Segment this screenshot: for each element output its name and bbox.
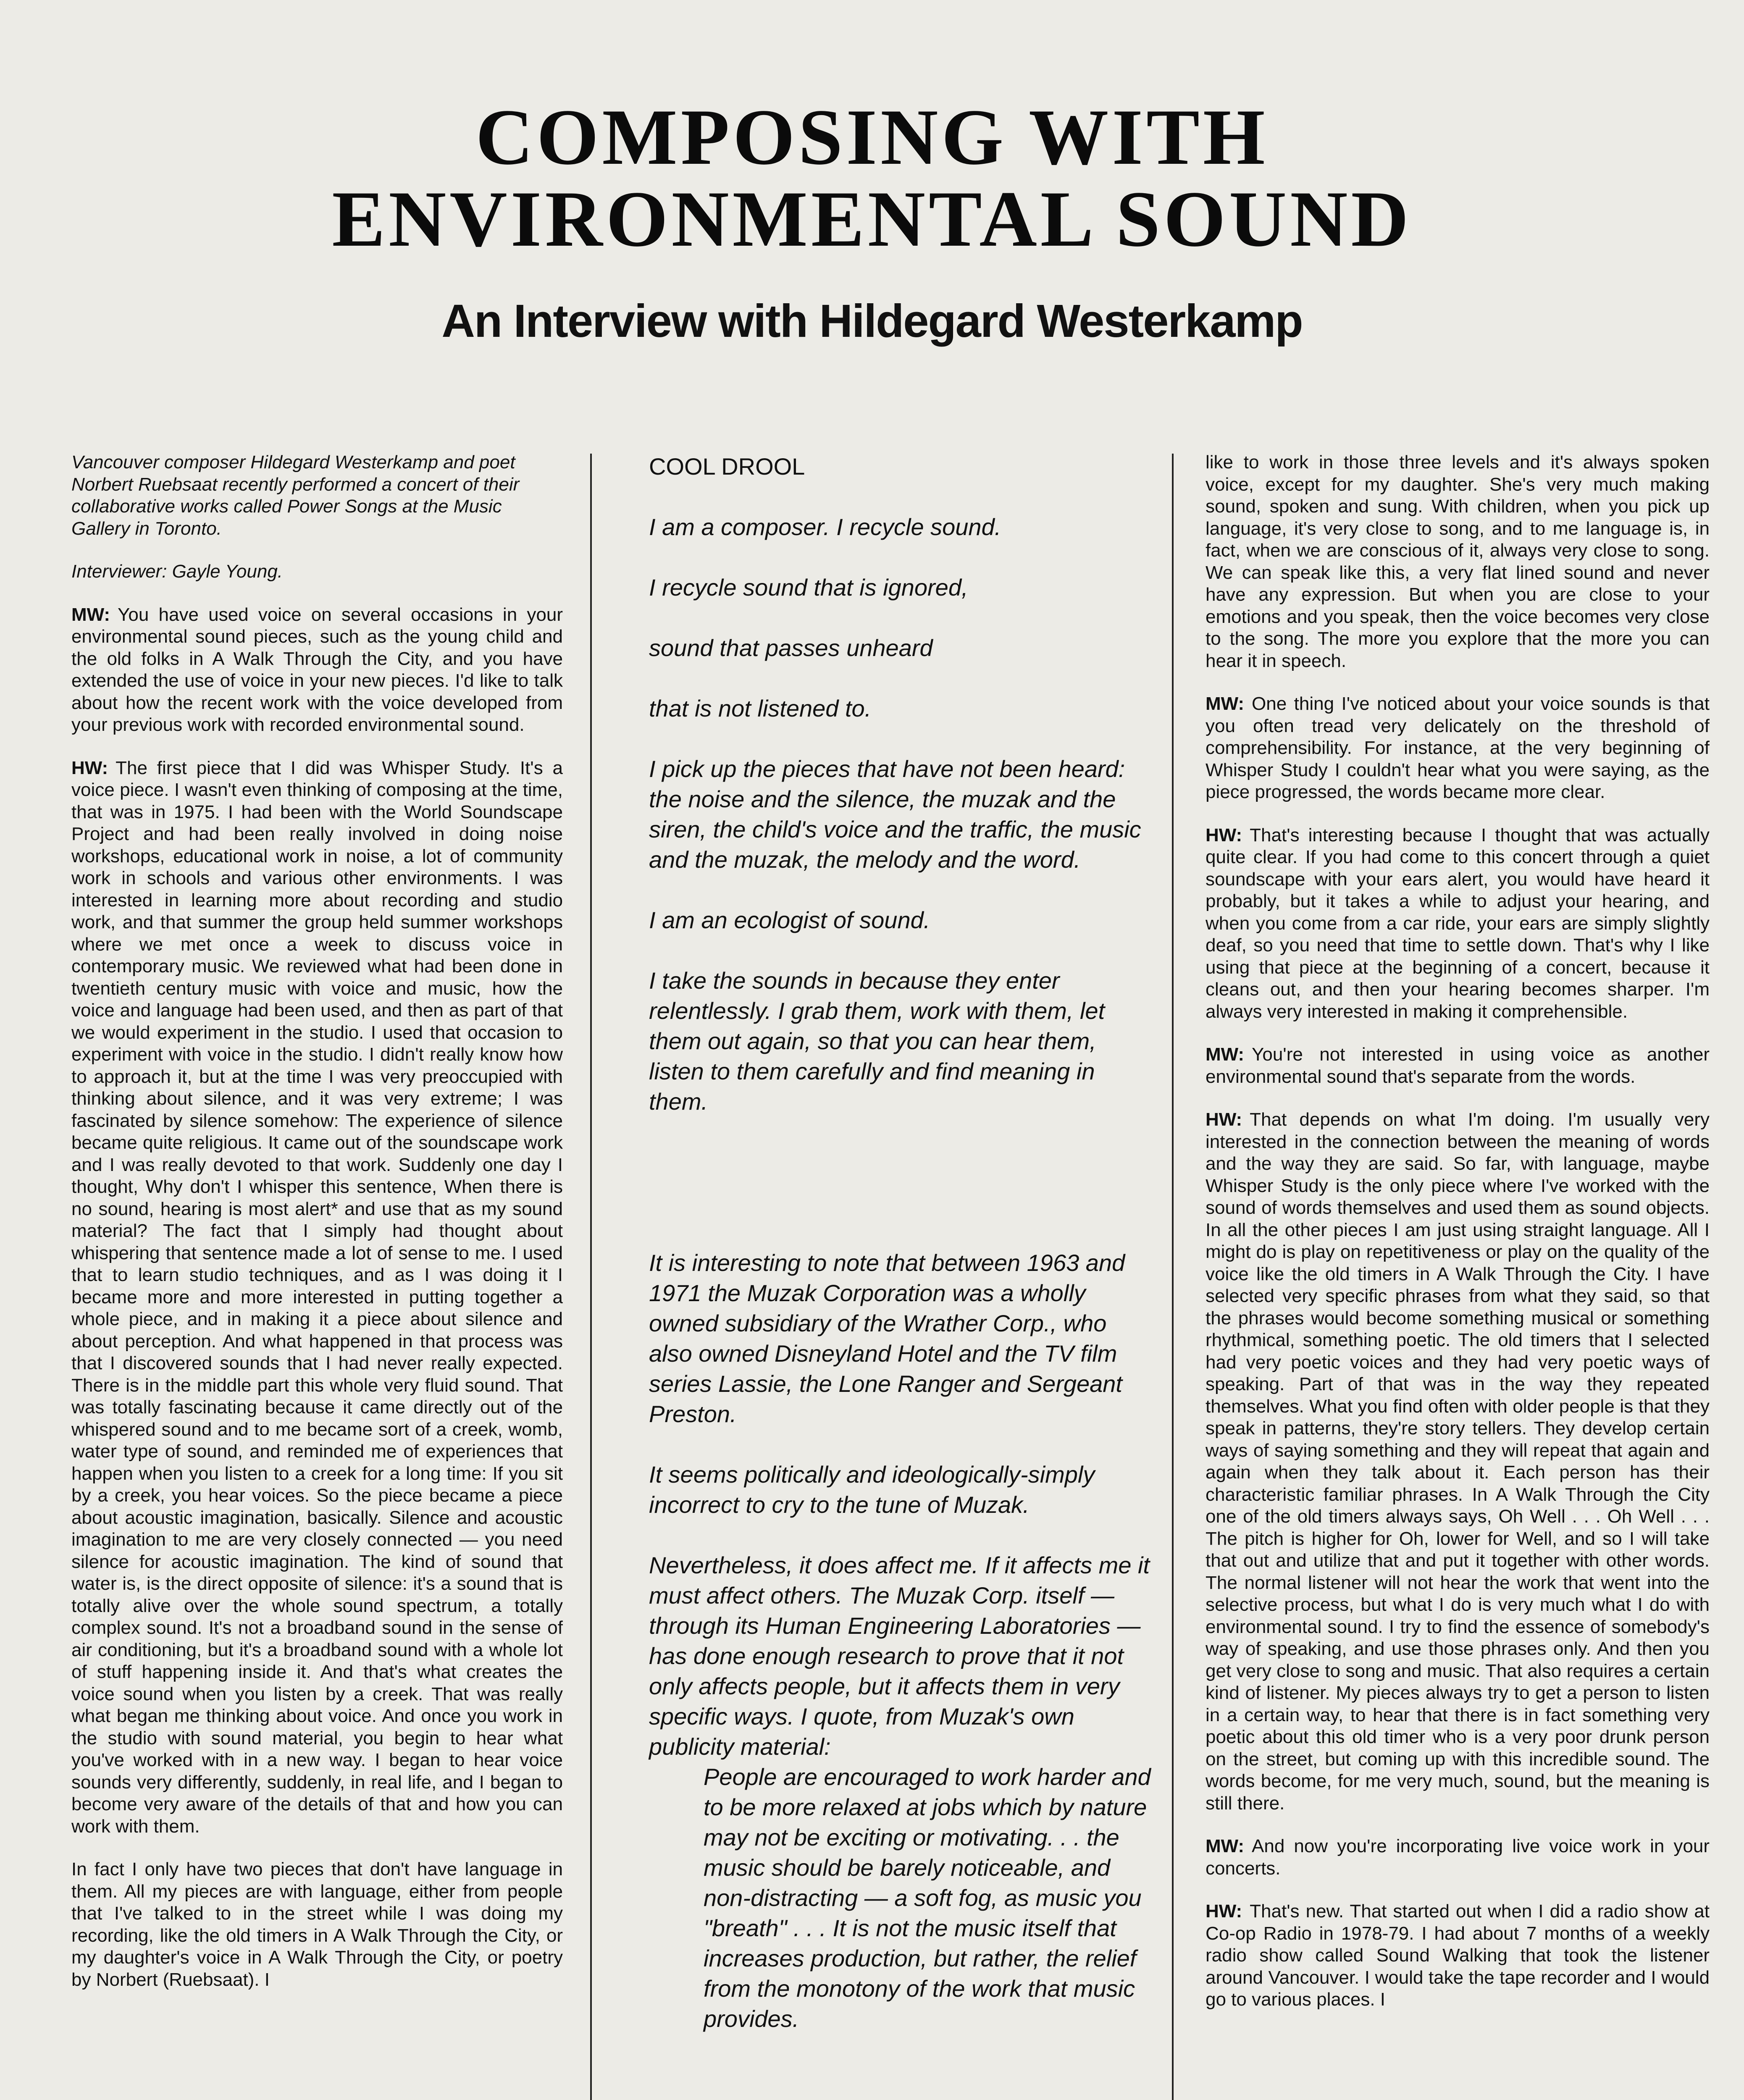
speaker-label: HW:	[1206, 824, 1242, 845]
answer-1-continued: In fact I only have two pieces that don't have language in them. All my pieces are with language, either from people that I've talked to in the street while I was doing my recording, like the old timers in A Walk Through the City, or my daughter's voice in A Walk Through the City, or poetry by Norbert (Ruebsaat). I	[71, 1859, 563, 1990]
subtitle: An Interview with Hildegard Westerkamp	[441, 295, 1303, 347]
answer-4: HW: That's new. That started out when I did a radio show at Co-op Radio in 1978-79. I had about 7 months of a weekly radio show called Sound Walking that took the listener around Vancouver. I would take the tape recorder and I would go to various places. I	[1206, 1901, 1710, 2010]
poem-line: It seems politically and ideologically-simply incorrect to cry to the tune of Muzak.	[649, 1461, 1095, 1518]
question-2: MW: One thing I've noticed about your voice sounds is that you often tread very delicately on the threshold of comprehensibility. For instance, at the very beginning of Whisper Study I couldn't hear what you were saying, as the piece progressed, the words became more clear.	[1206, 693, 1710, 802]
answer-continued: like to work in those three levels and it's always spoken voice, except for my daughter. She's very much making sound, spoken and sung. With children, when you pick up language, it's very close to song, and to me language is, in fact, when we are conscious of it, always very close to song. We can speak like this, a very flat lined sound and never have any expression. But when you are close to your emotions and you speak, then the voice becomes very close to the song. The more you explore that the more you can hear it in speech.	[1206, 452, 1710, 671]
intro	[71, 452, 563, 583]
column-divider	[1172, 454, 1174, 2100]
interviewer-credit: Interviewer: Gayle Young.	[71, 561, 283, 582]
poem-line: I recycle sound that is ignored,	[649, 574, 968, 601]
poem-line: sound that passes unheard	[649, 635, 933, 661]
column-2-poem	[649, 452, 1153, 2034]
speaker-label: MW:	[71, 604, 110, 625]
question-3: MW: You're not interested in using voice as another environmental sound that's separate from the words.	[1206, 1044, 1710, 1087]
answer-1: HW: The first piece that I did was Whisper Study. It's a voice piece. I wasn't even thinking of composing at the time, that was in 1975. I had been with the World Soundscape Project and had been really involved in doing noise workshops, educational work in noise, a lot of community work in schools and various other environments. I was interested in learning more about recording and studio work, and that summer the group held summer workshops where we met once a week to discuss voice in contemporary music. We reviewed what had been done in twentieth century music with voice and music, how the voice and language had been used, and then as part of that we would experiment in the studio. I used that occasion to experiment with voice in the studio. I didn't really know how to approach it, but at the time I was very preoccupied with thinking about silence, and it was very extreme; I was fascinated by silence somehow: The experience of silence became quite religious. It came out of the soundscape work and I was really devoted to that work. Suddenly one day I thought, Why don't I whisper this sentence, When there is no sound, hearing is most alert* and use that as my sound material? The fact that I simply had thought about whispering that sentence made a lot of sense to me. I used that to learn studio techniques, and as I was doing it I became more and more interested in putting together a whole piece, and in making it a piece about silence and about perception. And what happened in that process was that I discovered sounds that I had never really expected. There is in the middle part this whole very fluid sound. That was totally fascinating because it came directly out of the whispered sound and to me became sort of a creek, womb, water type of sound, and reminded me of experiences that happen when you listen to a creek for a long time: If you sit by a creek, you hear voices. So the piece became a piece about acoustic imagination, basically. Silence and acoustic imagination to me are very closely connected — you need silence for acoustic imagination. The kind of sound that water is, is the direct opposite of silence: it's a sound that is totally alive over the whole sound spectrum, a totally complex sound. It's not a broadband sound in the sense of air conditioning, but it's a broadband sound with a whole lot of stuff happening inside it. And that's what creates the voice sound when you listen by a creek. That was really what began me thinking about voice. And once you work in the studio with sound material, you begin to hear what you've worked with in a new way. I began to hear voice sounds very differently, suddenly, in real life, and I began to become very aware of the details of that and how you can work with them.	[71, 757, 563, 1837]
intro-text: Vancouver composer Hildegard Westerkamp and poet Norbert Ruebsaat recently performed a concert of their collaborative works called Power Songs at the Music Gallery in Toronto.	[71, 452, 520, 539]
answer-2: HW: That's interesting because I thought that was actually quite clear. If you had come to this concert through a quiet soundscape with your ears alert, you would have heard it probably, but it takes a while to adjust your hearing, and when you come from a car ride, your ears are simply slightly deaf, so you need that time to settle down. That's why I like using that piece at the beginning of a concert, because it cleans out, and then your hearing becomes sharper. I'm always very interested in making it comprehensible.	[1206, 824, 1710, 1022]
speaker-label: MW:	[1206, 693, 1245, 714]
poem-line: I am a composer. I recycle sound.	[649, 514, 1001, 540]
column-divider	[590, 454, 592, 2100]
title-line-1: COMPOSING WITH	[475, 93, 1269, 181]
poem-line: It is interesting to note that between 1963 and 1971 the Muzak Corporation was a wholly owned subsidiary of the Wrather Corp., who also owned Disneyland Hotel and the TV film series Lassie, the Lone Ranger and Sergeant Preston.	[649, 1250, 1125, 1427]
speaker-label: HW:	[1206, 1901, 1242, 1922]
speaker-label: HW:	[1206, 1109, 1242, 1130]
question-1: MW: You have used voice on several occasions in your environmental sound pieces, such as the young child and the old folks in A Walk Through the City, and you have extended the use of voice in your new pieces. I'd like to talk about how the recent work with the voice developed from your previous work with recorded environmental sound.	[71, 604, 563, 735]
column-1	[71, 452, 563, 2012]
question-4: MW: And now you're incorporating live voice work in your concerts.	[1206, 1836, 1710, 1879]
poem-line: that is not listened to.	[649, 695, 872, 722]
speaker-label: HW:	[71, 757, 108, 778]
poem-line: Nevertheless, it does affect me. If it affects me it must affect others. The Muzak Corp. itself — through its Human Engineering Laboratories — has done enough research to prove that it not only affects people, but it affects them in very specific ways. I quote, from Muzak's own publicity material:	[649, 1552, 1150, 1760]
column-3	[1206, 452, 1710, 2032]
poem-title: COOL DROOL	[649, 453, 805, 480]
poem-line: I am an ecologist of sound.	[649, 907, 930, 933]
speaker-label: MW:	[1206, 1044, 1245, 1065]
poem-line: I take the sounds in because they enter relentlessly. I grab them, work with them, let them out again, so that you can hear them, listen to them carefully and find meaning in them.	[649, 967, 1105, 1115]
poem-line: I pick up the pieces that have not been heard: the noise and the silence, the muzak and the siren, the child's voice and the traffic, the music and the muzak, the melody and the word.	[649, 756, 1141, 873]
answer-3: HW: That depends on what I'm doing. I'm usually very interested in the connection between the meaning of words and the way they are said. So far, with language, maybe Whisper Study is the only piece where I've worked with the sound of words themselves and used them as sound objects. In all the other pieces I am just using straight language. All I might do is play on repetitiveness or play on the quality of the voice like the old timers in A Walk Through the City. I have selected very specific phrases from what they said, so that the phrases would become something musical or something rhythmical, something poetic. The old timers that I selected had very poetic voices and they had very poetic ways of speaking. Part of that was in the way they repeated themselves. What you find often with older people is that they speak in patterns, they're story tellers. They develop certain ways of saying something and they will repeat that again and again when they talk about it. Each person has their characteristic familiar phrases. In A Walk Through the City one of the old timers always says, Oh Well . . . Oh Well . . . The pitch is higher for Oh, lower for Well, and so I will take that out and utilize that and put it together with other words. The normal listener will not hear the work that went into the selective process, but what I do is very much what I do with environmental sound. I try to find the essence of somebody's way of speaking, and use those phrases only. And then you get very close to song and music. That also requires a certain kind of listener. My pieces always try to get a person to listen in a certain way, to hear that there is in fact something very poetic about this old timer who is a very poor drunk person on the street, but coming up with this incredible sound. The words become, for me very much, sound, but the meaning is still there.	[1206, 1109, 1710, 1814]
speaker-label: MW:	[1206, 1836, 1245, 1856]
title-line-2: ENVIRONMENTAL SOUND	[332, 175, 1412, 263]
poem-quote: People are encouraged to work harder and to be more relaxed at jobs which by nature may not be exciting or motivating. . . the music should be barely noticeable, and non-distracting — a soft fog, as music you "breath" . . . It is not the music itself that increases production, but rather, the relief from the monotony of the work that music provides.	[704, 1764, 1151, 2032]
